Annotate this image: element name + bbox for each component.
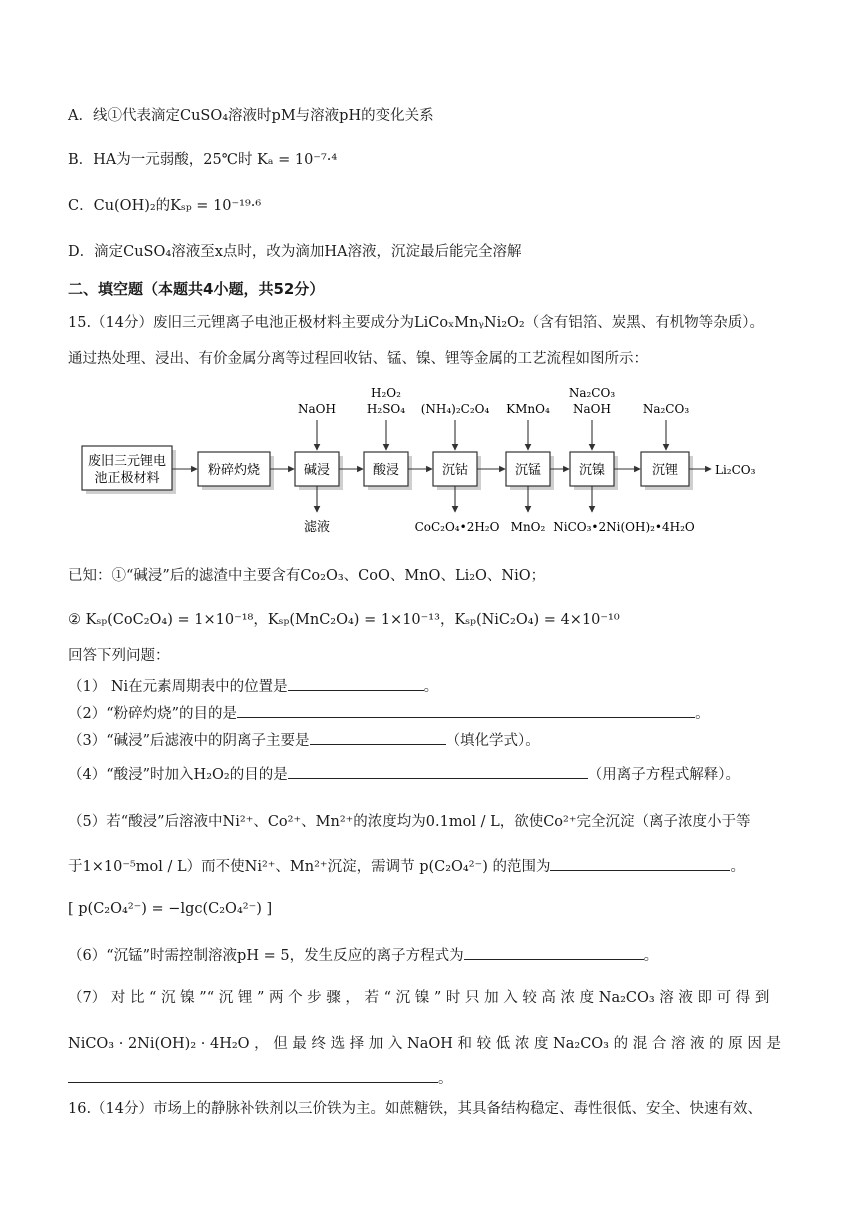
step-label-fensui: 粉碎灼烧 bbox=[207, 463, 261, 478]
reagent-ammonium-oxalate: (NH₄)₂C₂O₄ bbox=[420, 402, 490, 416]
reagent-kmno4: KMnO₄ bbox=[506, 402, 550, 416]
option-a: A．线①代表滴定CuSO₄溶液时pM与溶液pH的变化关系 bbox=[68, 108, 434, 124]
subq-7-end: 。 bbox=[438, 1071, 453, 1087]
subq-7-line3 bbox=[68, 1068, 453, 1089]
subq-1 bbox=[68, 676, 438, 697]
subq-5-line2 bbox=[68, 856, 745, 877]
q15-intro-line1: 15.（14分）废旧三元锂离子电池正极材料主要成分为LiCoₓMnᵧNi₂O₂（含有铝箔、炭黑、有机物等杂质）。 bbox=[68, 315, 764, 331]
q15-intro-line2: 通过热处理、浸出、有价金属分离等过程回收钴、锰、镍、锂等金属的工艺流程如图所示： bbox=[68, 351, 648, 367]
reagent-naoh-jianjin: NaOH bbox=[298, 402, 336, 416]
step-label-jianjin: 碱浸 bbox=[303, 463, 331, 478]
subq-1-end: 。 bbox=[423, 679, 439, 695]
subq-5-text: 于1×10⁻⁵mol / L）而不使Ni²⁺、Mn²⁺沉淀，需调节 p(C₂O₄²⁻) 的范围为 bbox=[68, 859, 551, 875]
output-lvye: 滤液 bbox=[303, 520, 331, 535]
option-c: C．Cu(OH)₂的Kₛₚ = 10⁻¹⁹·⁶ bbox=[68, 198, 262, 214]
output-nico3: NiCO₃•2Ni(OH)₂•4H₂O bbox=[553, 520, 695, 534]
step-label-suanjin: 酸浸 bbox=[372, 463, 400, 478]
step-label-chenmeng: 沉锰 bbox=[514, 463, 542, 478]
answer-blank-3[interactable] bbox=[310, 730, 446, 745]
step-label-chennie: 沉镍 bbox=[578, 463, 606, 478]
output-mno2: MnO₂ bbox=[510, 520, 546, 534]
reagent-na2co3-chennie: Na₂CO₃ bbox=[568, 386, 616, 400]
option-b: B．HA为一元弱酸，25℃时 Kₐ = 10⁻⁷·⁴ bbox=[68, 152, 338, 168]
subq-4-end: （用离子方程式解释）。 bbox=[587, 767, 740, 783]
known-info-1: 已知：①“碱浸”后的滤渣中主要含有Co₂O₃、CoO、MnO、Li₂O、NiO； bbox=[68, 568, 546, 584]
output-coc2o4: CoC₂O₄•2H₂O bbox=[414, 520, 500, 534]
subq-5-line1: （5）若“酸浸”后溶液中Ni²⁺、Co²⁺、Mn²⁺的浓度均为0.1mol / L，欲使Co²⁺完全沉淀（离子浓度小于等 bbox=[68, 814, 751, 830]
subq-6 bbox=[68, 945, 658, 966]
reagent-h2o2: H₂O₂ bbox=[371, 386, 401, 400]
start-label-line1: 废旧三元锂电 bbox=[87, 454, 167, 469]
subq-5-end: 。 bbox=[730, 859, 745, 875]
subq-4-text: （4）“酸浸”时加入H₂O₂的目的是 bbox=[68, 767, 288, 783]
subq-5-definition: [ p(C₂O₄²⁻) = −lgc(C₂O₄²⁻) ] bbox=[68, 901, 273, 917]
subq-1-text: （1） Ni在元素周期表中的位置是 bbox=[68, 679, 288, 695]
subq-7-line2: NiCO₃ · 2Ni(OH)₂ · 4H₂O ， 但 最 终 选 择 加 入 NaOH 和 较 低 浓 度 Na₂CO₃ 的 混 合 溶 液 的 原 因 是 bbox=[68, 1036, 781, 1052]
subq-3 bbox=[68, 730, 540, 751]
subq-4 bbox=[68, 764, 740, 785]
subq-2-text: （2）“粉碎灼烧”的目的是 bbox=[68, 706, 238, 722]
subq-7-line1: （7） 对 比 “ 沉 镍 ”“ 沉 锂 ” 两 个 步 骤 ， 若 “ 沉 镍 ” 时 只 加 入 较 高 浓 度 Na₂CO₃ 溶 液 即 可 得 到 bbox=[68, 990, 770, 1006]
step-label-chengu: 沉钴 bbox=[441, 463, 469, 478]
reagent-na2co3-chenli: Na₂CO₃ bbox=[642, 402, 690, 416]
answer-blank-7[interactable] bbox=[68, 1068, 438, 1083]
section-title: 二、填空题（本题共4小题，共52分） bbox=[68, 280, 325, 298]
subq-2 bbox=[68, 703, 710, 724]
answer-prompt: 回答下列问题： bbox=[68, 648, 170, 664]
process-flow-diagram bbox=[0, 380, 860, 540]
output-li2co3: Li₂CO₃ bbox=[715, 463, 756, 477]
q16-intro: 16.（14分）市场上的静脉补铁剂以三价铁为主。如蔗糖铁，其具备结构稳定、毒性很低、安全、快速有效、 bbox=[68, 1101, 763, 1117]
subq-6-text: （6）“沉锰”时需控制溶液pH = 5，发生反应的离子方程式为 bbox=[68, 948, 464, 964]
start-label-line2: 池正极材料 bbox=[94, 471, 160, 486]
known-info-2: ② Kₛₚ(CoC₂O₄) = 1×10⁻¹⁸，Kₛₚ(MnC₂O₄) = 1×10⁻¹³，Kₛₚ(NiC₂O₄) = 4×10⁻¹⁰ bbox=[68, 612, 620, 628]
answer-blank-4[interactable] bbox=[288, 764, 588, 779]
subq-2-end: 。 bbox=[695, 706, 710, 722]
subq-3-text: （3）“碱浸”后滤液中的阴离子主要是 bbox=[68, 733, 310, 749]
option-d: D．滴定CuSO₄溶液至x点时，改为滴加HA溶液，沉淀最后能完全溶解 bbox=[68, 244, 522, 260]
subq-3-end: （填化学式）。 bbox=[445, 733, 540, 749]
answer-blank-5[interactable] bbox=[550, 856, 730, 871]
reagent-naoh-chennie: NaOH bbox=[573, 402, 611, 416]
answer-blank-1[interactable] bbox=[288, 676, 424, 691]
step-label-chenli: 沉锂 bbox=[651, 463, 679, 478]
reagent-h2so4: H₂SO₄ bbox=[366, 402, 406, 416]
subq-6-end: 。 bbox=[643, 948, 659, 964]
answer-blank-2[interactable] bbox=[237, 703, 695, 718]
answer-blank-6[interactable] bbox=[464, 945, 644, 960]
